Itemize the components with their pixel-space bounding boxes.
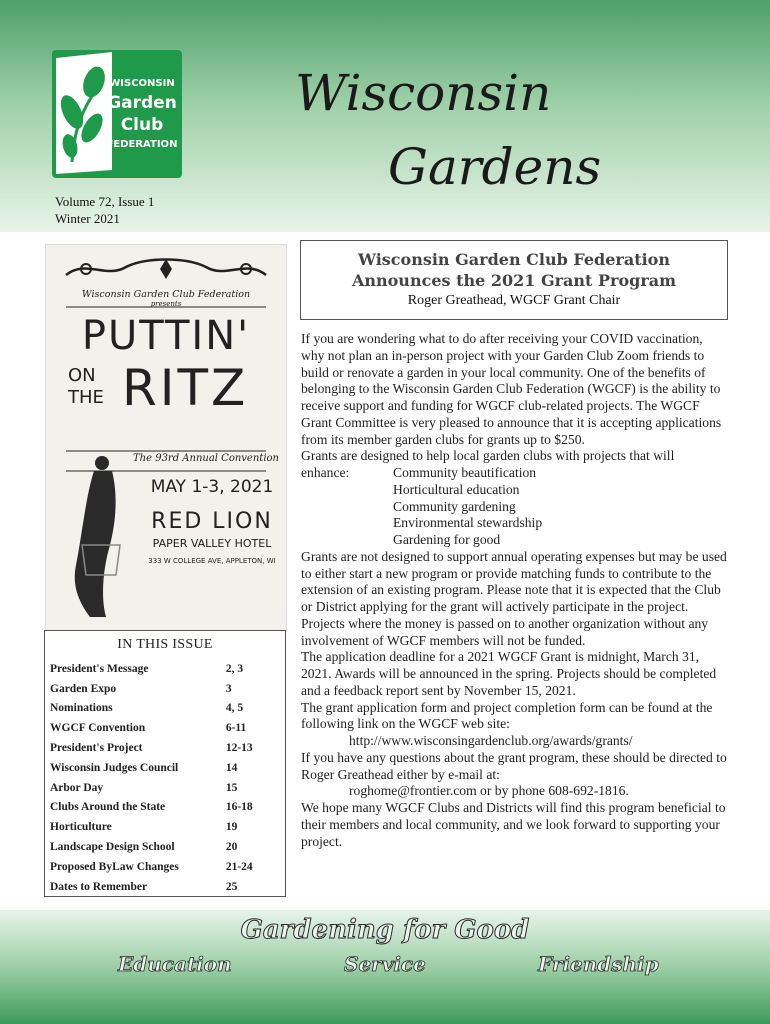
enhance-label: enhance: (301, 465, 350, 480)
toc-pages: 6-11 (225, 722, 247, 735)
toc-row (50, 758, 285, 778)
toc-section: Clubs Around the State (50, 801, 166, 814)
poster-federation: Wisconsin Garden Club Federation (81, 289, 251, 300)
contact-info: roghome@frontier.com or by phone 608-692-1816. (349, 783, 629, 799)
poster-hotel: PAPER VALLEY HOTEL (152, 537, 272, 550)
toc-pages: 12-13 (225, 742, 253, 755)
toc-section: Horticulture (50, 821, 112, 834)
convention-poster (45, 244, 287, 632)
toc-row (50, 699, 285, 719)
toc-pages: 19 (225, 821, 238, 834)
toc-section: Landscape Design School (50, 841, 175, 854)
toc-pages: 15 (225, 781, 238, 794)
toc-pages: 2, 3 (225, 662, 244, 675)
issue-info (55, 193, 154, 227)
grants-link[interactable]: http://www.wisconsingardenclub.org/awards/grants/ (349, 733, 633, 748)
toc-section: Wisconsin Judges Council (50, 761, 179, 774)
toc-section: Arbor Day (50, 781, 104, 794)
logo-line-club: Club (120, 115, 164, 135)
poster-ritz: RITZ (122, 359, 249, 417)
toc-pages: 3 (225, 682, 232, 695)
flower-icon (52, 50, 182, 178)
toc-section: WGCF Convention (50, 722, 146, 735)
toc-row (50, 778, 285, 798)
article-paragraph: The application deadline for a 2021 WGCF Grant is midnight, March 31, 2021. Awards will be announced in the spring. Projects should be completed and a feedback report sent by November 15, 2021. (301, 649, 717, 698)
enhance-item: Environmental stewardship (393, 515, 543, 531)
enhance-list (301, 465, 729, 549)
toc-pages: 16-18 (225, 801, 253, 814)
article-paragraph: We hope many WGCF Clubs and Districts will find this program beneficial to their members and local community, and we look forward to supporting your project. (301, 800, 726, 849)
article-paragraph: Grants are designed to help local garden clubs with projects that will (301, 448, 675, 464)
poster-dates: MAY 1-3, 2021 (150, 477, 274, 497)
article-paragraph: The grant application form and project completion form can be found at the following link on the WGCF web site: (301, 699, 713, 732)
toc-title: IN THIS ISSUE (117, 637, 213, 652)
article-paragraph: If you have any questions about the grant program, these should be directed to Roger Greathead either by e-mail at: (301, 749, 727, 782)
article-title-line1: Wisconsin Garden Club Federation (358, 250, 670, 269)
volume-label: Volume 72, Issue 1 (55, 194, 155, 209)
toc-pages: 20 (225, 841, 238, 854)
toc-section: Garden Expo (50, 682, 117, 695)
wgcf-logo (52, 50, 182, 178)
article-body (301, 331, 729, 850)
article-title-line2: Announces the 2021 Grant Program (351, 271, 677, 290)
toc-row (50, 798, 285, 818)
poster-the: THE (68, 387, 104, 408)
poster-address: 333 W COLLEGE AVE, APPLETON, WI (148, 557, 276, 565)
toc-row (50, 877, 285, 897)
poster-venue: RED LION (151, 509, 273, 534)
article-header (300, 240, 728, 320)
toc-row (50, 659, 285, 679)
article-author: Roger Greathead, WGCF Grant Chair (407, 293, 621, 308)
enhance-item: Community beautification (393, 465, 537, 480)
poster-presents: presents (150, 300, 182, 308)
enhance-item: Horticultural education (393, 481, 520, 497)
logo-line-garden: Garden (107, 93, 177, 113)
footer-word-education: Education (118, 952, 232, 976)
poster-headline: PUTTIN' (81, 313, 251, 359)
toc-section: President's Project (50, 742, 143, 755)
toc-section: President's Message (50, 662, 149, 675)
toc-row (50, 718, 285, 738)
footer-word-service: Service (344, 952, 426, 976)
footer-motto: Gardening for Good (240, 915, 530, 945)
table-of-contents (44, 630, 286, 897)
toc-row (50, 679, 285, 699)
enhance-item: Community gardening (393, 498, 516, 514)
toc-section: Nominations (50, 702, 113, 715)
masthead-title-line2: Gardens (388, 138, 602, 196)
article-paragraph: If you are wondering what to do after receiving your COVID vaccination, why not plan an in-person project with your Garden Club Zoom friends to build or renovate a garden in your local community. One of the benefits of belonging to the Wisconsin Garden Club Federation (WGCF) is the ability to receive support and funding for WGCF club-related projects. The WGCF Grant Committee is very pleased to announce that it is accepting applications from its member garden clubs for grants up to $250. (301, 331, 722, 447)
article-paragraph: Grants are not designed to support annual operating expenses but may be used to either start a new program or provide matching funds to contribute to the extension of an existing program. Please note that it is expected that the Club or District applying for the grant will actively participate in the project. Projects where the money is passed on to another organization without any involvement of WGCF members will not be funded. (301, 548, 727, 648)
toc-pages: 4, 5 (225, 702, 244, 715)
masthead-title-line1: Wisconsin (295, 64, 552, 122)
toc-row (50, 738, 285, 758)
toc-row (50, 837, 285, 857)
toc-pages: 14 (225, 761, 238, 774)
toc-pages: 25 (225, 880, 238, 893)
poster-convention: The 93rd Annual Convention (133, 453, 279, 464)
poster-on: ON (68, 365, 96, 386)
logo-line-federation: FEDERATION (106, 139, 178, 150)
enhance-item: Gardening for good (393, 532, 501, 547)
toc-section: Proposed ByLaw Changes (50, 860, 179, 873)
footer-word-friendship: Friendship (538, 952, 659, 976)
toc-row (50, 857, 285, 877)
logo-line-wisconsin: WISCONSIN (109, 78, 175, 89)
toc-table (50, 659, 285, 897)
toc-pages: 21-24 (225, 860, 253, 873)
toc-row (50, 817, 285, 837)
toc-section: Dates to Remember (50, 880, 148, 893)
season-label: Winter 2021 (55, 211, 120, 226)
